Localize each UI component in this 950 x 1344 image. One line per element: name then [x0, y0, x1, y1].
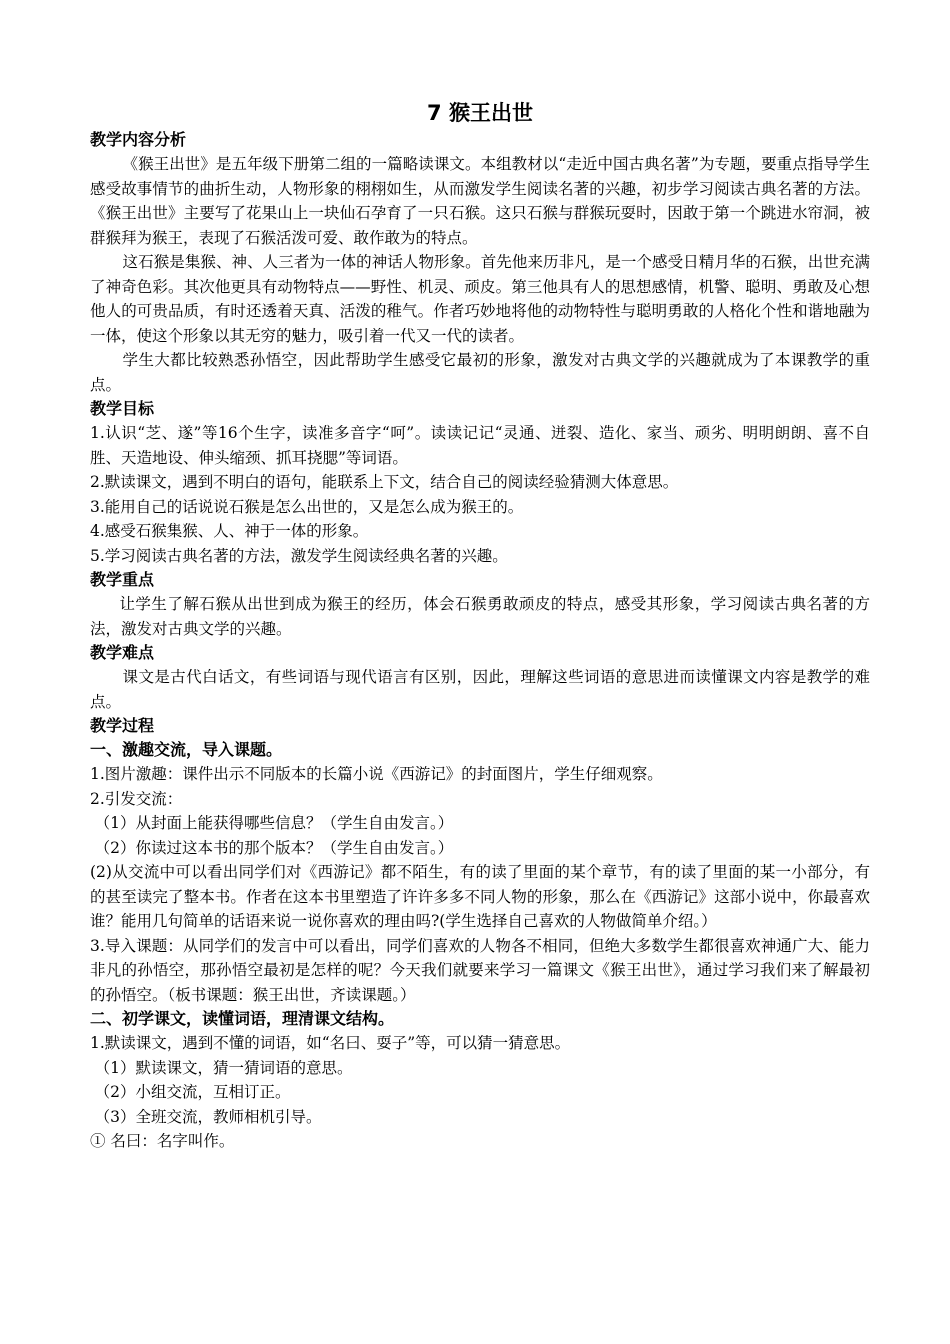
analysis-paragraph: 《猴王出世》是五年级下册第二组的一篇略读课文。本组教材以“走近中国古典名著”为专题，要重点指导学生感受故事情节的曲折生动，人物形象的栩栩如生，从而激发学生阅读名著的兴趣，初步学习阅读古典名著的方法。《猴王出世》主要写了花果山上一块仙石孕育了一只石猴。这只石猴与群猴玩耍时，因敢于第一个跳进水帘洞，被群猴拜为猴王，表现了石猴活泼可爱、敢作敢为的特点。 — [90, 155, 870, 247]
process-line: （1）从封面上能获得哪些信息？（学生自由发言。） — [94, 814, 454, 832]
process-line: (2)从交流中可以看出同学们对《西游记》都不陌生，有的读了里面的某个章节，有的读了里面的某一小部分，有的甚至读完了整本书。作者在这本书里塑造了许许多多不同人物的形象，那么在《西游记》这部小说中，你最喜欢谁？能用几句简单的话语来说一说你喜欢的理由吗?(学生选择自己喜欢的人物做简单介绍。） — [90, 863, 870, 930]
process-part2-heading: 二、初学课文，读懂词语，理清课文结构。 — [90, 1009, 395, 1028]
section-heading-goals: 教学目标 — [90, 399, 155, 418]
process-line: 1.默读课文，遇到不懂的词语，如“名曰、耍子”等，可以猜一猜意思。 — [90, 1034, 571, 1052]
process-line: （3）全班交流，教师相机引导。 — [94, 1107, 322, 1126]
section-heading-difficulties: 教学难点 — [90, 643, 155, 662]
key-points-text: 让学生了解石猴从出世到成为猴王的经历，体会石猴勇敢顽皮的特点，感受其形象，学习阅读古典名著的方法，激发对古典文学的兴趣。 — [90, 595, 870, 638]
section-heading-process: 教学过程 — [90, 716, 155, 735]
process-line: （2）你读过这本书的那个版本？（学生自由发言。） — [94, 838, 454, 857]
section-heading-key-points: 教学重点 — [90, 570, 155, 589]
goal-item: 1.认识“芝、遂”等16个生字，读准多音字“呵”。读读记记“灵通、迸裂、造化、家当、顽劣、明明朗朗、喜不自胜、天造地设、伸头缩颈、抓耳挠腮”等词语。 — [90, 424, 870, 467]
process-line: 2.引发交流： — [90, 789, 183, 808]
process-line: 3.导入课题：从同学们的发言中可以看出，同学们喜欢的人物各不相同，但绝大多数学生都很喜欢神通广大、能力非凡的孙悟空，那孙悟空最初是怎样的呢？今天我们就要来学习一篇课文《猴王出世》，通过学习我们来了解最初的孙悟空。（板书课题：猴王出世，齐读课题。） — [90, 936, 870, 1004]
process-line: （2）小组交流，互相订正。 — [94, 1083, 291, 1101]
goal-item: 4.感受石猴集猴、人、神于一体的形象。 — [90, 522, 369, 540]
difficulties-text: 课文是古代白话文，有些词语与现代语言有区别，因此，理解这些词语的意思进而读懂课文内容是教学的难点。 — [90, 668, 870, 711]
goal-item: 2.默读课文，遇到不明白的语句，能联系上下文，结合自己的阅读经验猜测大体意思。 — [90, 473, 679, 491]
process-line: ① 名曰：名字叫作。 — [90, 1132, 235, 1150]
goal-item: 5.学习阅读古典名著的方法，激发学生阅读经典名著的兴趣。 — [90, 546, 508, 565]
document-page — [90, 98, 870, 1154]
analysis-paragraph: 学生大都比较熟悉孙悟空，因此帮助学生感受它最初的形象，激发对古典文学的兴趣就成为了本课教学的重点。 — [90, 351, 870, 394]
goal-item: 3.能用自己的话说说石猴是怎么出世的，又是怎么成为猴王的。 — [90, 497, 524, 516]
process-line: 1.图片激趣：课件出示不同版本的长篇小说《西游记》的封面图片，学生仔细观察。 — [90, 765, 663, 783]
process-part1-heading: 一、激趣交流，导入课题。 — [90, 740, 283, 759]
document-title: 7 猴王出世 — [427, 101, 533, 125]
process-line: （1）默读课文，猜一猜词语的意思。 — [94, 1058, 353, 1077]
analysis-paragraph: 这石猴是集猴、神、人三者为一体的神话人物形象。首先他来历非凡，是一个感受日精月华的石猴，出世充满了神奇色彩。其次他更具有动物特点——野性、机灵、顽皮。第三他具有人的思想感情，机警、聪明、勇敢及心想他人的可贵品质，有时还透着天真、活泼的稚气。作者巧妙地将他的动物特性与聪明勇敢的人格化个性和谐地融为一体，使这个形象以其无穷的魅力，吸引着一代又一代的读者。 — [90, 253, 870, 345]
section-heading-analysis: 教学内容分析 — [90, 130, 187, 149]
